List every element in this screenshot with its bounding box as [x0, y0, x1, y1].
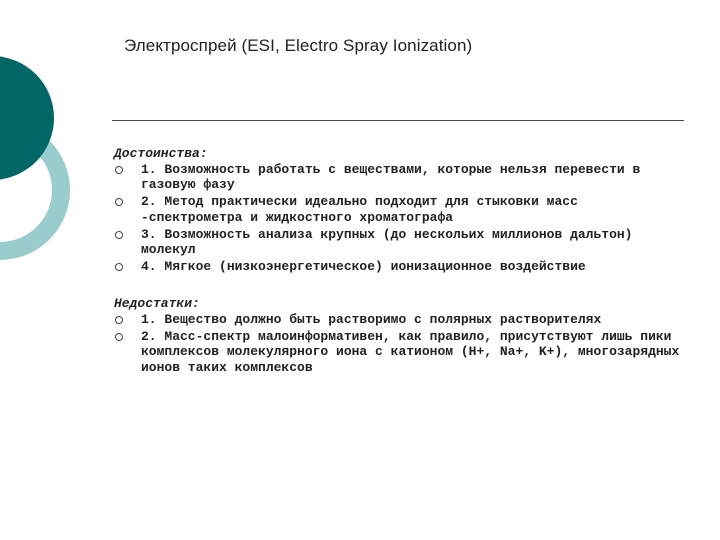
advantage-text: 1. Возможность работать с веществами, которые нельзя перевести в газовую фазу — [141, 161, 641, 192]
title-divider — [112, 120, 684, 121]
list-item — [114, 329, 684, 376]
advantage-text: 3. Возможность анализа крупных (до нескольих миллионов дальтон) молекул — [141, 226, 633, 257]
decorative-circles — [0, 0, 90, 300]
section-spacer — [114, 276, 684, 296]
advantages-list — [114, 162, 684, 275]
slide-title: Электроспрей (ESI, Electro Spray Ionization) — [124, 36, 473, 55]
circle-bullet-icon — [115, 231, 123, 239]
list-item — [114, 259, 684, 275]
list-item — [114, 194, 684, 225]
disadvantages-list — [114, 312, 684, 376]
list-item — [114, 312, 684, 328]
disadvantages-heading: Недостатки: — [114, 296, 200, 311]
advantage-text: 4. Мягкое (низкоэнергетическое) ионизационное воздействие — [141, 259, 586, 274]
slide-content — [114, 146, 684, 377]
disadvantage-text: 1. Вещество должно быть растворимо с полярных растворителях — [141, 311, 602, 327]
list-item — [114, 227, 684, 258]
circle-bullet-icon — [115, 316, 123, 324]
advantage-text: 2. Метод практически идеально подходит для стыковки масс -спектрометра и жидкостного хроматографа — [141, 194, 578, 225]
list-item — [114, 162, 684, 193]
circle-bullet-icon — [115, 263, 123, 271]
disadvantage-text: 2. Масс-спектр малоинформативен, как правило, присутствуют лишь пики комплексов молекулярного иона с катионом (H+, Na+, K+), многозарядных ионов таких комплексов — [141, 328, 680, 375]
circle-bullet-icon — [115, 166, 123, 174]
advantages-heading: Достоинства: — [114, 146, 208, 161]
circle-bullet-icon — [115, 198, 123, 206]
circle-bullet-icon — [115, 333, 123, 341]
